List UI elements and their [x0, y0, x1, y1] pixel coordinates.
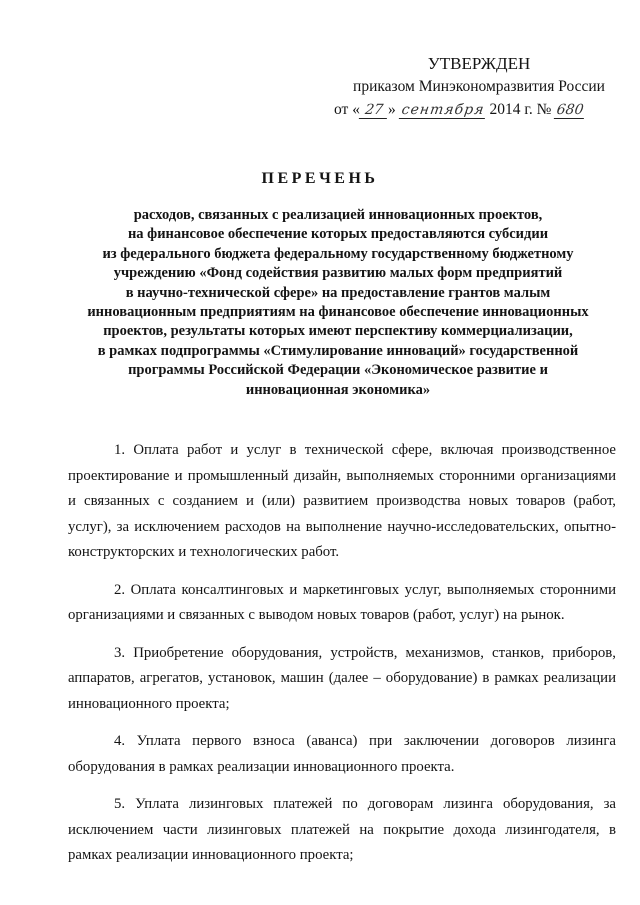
- handwritten-month: сентября: [400, 102, 486, 118]
- approval-order: приказом Минэкономразвития России: [353, 78, 605, 95]
- list-item: 1. Оплата работ и услуг в технической сфере, включая производственное проектирование и промышленный дизайн, выполняемых сторонними организациями и связанных с созданием и (или) развитием производства новых товаров (работ, услуг), за исключением расходов на выполнение научно-исследовательских, опытно-конструкторских и технологических работ.: [68, 442, 616, 560]
- approval-date-line: [334, 98, 624, 121]
- date-mid: »: [387, 101, 396, 118]
- list-item: 3. Приобретение оборудования, устройств, механизмов, станков, приборов, аппаратов, агрегатов, установок, машин (далее – оборудование) в рамках реализации инновационного проекта;: [68, 644, 616, 712]
- list-item: 5. Уплата лизинговых платежей по договорам лизинга оборудования, за исключением части лизинговых платежей на покрытие дохода лизингодателя, в рамках реализации инновационного проекта;: [68, 796, 616, 863]
- expense-items-list: [68, 438, 616, 881]
- document-title: ПЕРЕЧЕНЬ: [261, 170, 379, 187]
- subtitle-line: проектов, результаты которых имеют перспективу коммерциализации,: [103, 323, 573, 340]
- approval-stamp: [334, 52, 624, 121]
- subtitle-line: в научно-технической сфере» на предоставление грантов малым: [125, 284, 551, 301]
- handwritten-day: 27: [359, 102, 389, 119]
- document-subtitle: [78, 206, 598, 400]
- date-prefix: от «: [334, 101, 360, 118]
- subtitle-line: на финансовое обеспечение которых предоставляются субсидии: [127, 226, 549, 243]
- subtitle-line: инновационным предприятиям на финансовое обеспечение инновационных: [87, 304, 589, 321]
- subtitle-line: учреждению «Фонд содействия развитию малых форм предприятий: [113, 265, 563, 282]
- subtitle-line: из федерального бюджета федеральному государственному бюджетному: [102, 245, 574, 262]
- subtitle-line: в рамках подпрограммы «Стимулирование инноваций» государственной: [97, 342, 579, 359]
- approval-heading: УТВЕРЖДЕН: [427, 54, 531, 73]
- subtitle-line: расходов, связанных с реализацией инновационных проектов,: [133, 207, 543, 223]
- subtitle-line: инновационная экономика»: [245, 381, 431, 398]
- list-item: 4. Уплата первого взноса (аванса) при заключении договоров лизинга оборудования в рамках реализации инновационного проекта.: [68, 733, 616, 775]
- handwritten-order-number: 680: [555, 102, 585, 118]
- subtitle-line: программы Российской Федерации «Экономическое развитие и: [128, 362, 548, 379]
- list-item: 2. Оплата консалтинговых и маркетинговых услуг, выполняемых сторонними организациями и связанных с выводом новых товаров (работ, услуг) на рынок.: [68, 581, 616, 623]
- year-text: 2014 г. №: [489, 101, 552, 118]
